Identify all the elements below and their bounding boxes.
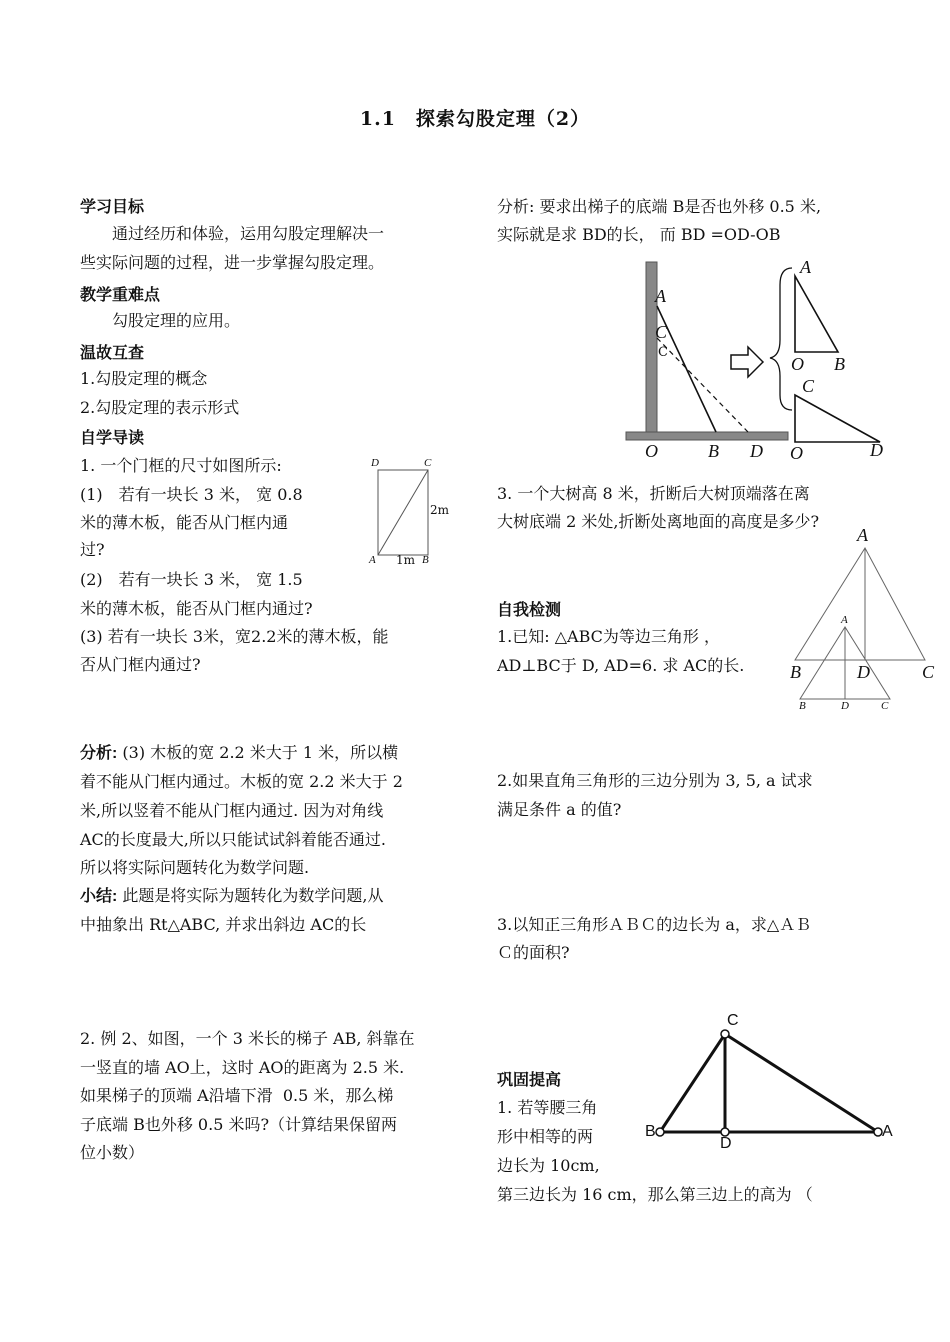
- right-analysis-line-2: 实际就是求 BD的长， 而 BD =OD-OB: [497, 225, 781, 244]
- check3-line-1: 3.以知正三角形ＡＢＣ的边长为 a，求△ＡＢ: [497, 915, 812, 934]
- q1-line-1: 1. 一个门框的尺寸如图所示:: [80, 456, 282, 475]
- ladder-label-d: D: [750, 441, 763, 461]
- improve-line-2: 形中相等的两: [497, 1127, 594, 1146]
- summary-label: 小结:: [80, 888, 118, 905]
- page-title: 1.1 探索勾股定理（2）: [359, 108, 591, 130]
- door-label-a: A: [369, 554, 376, 566]
- improve-heading: 巩固提高: [497, 1070, 562, 1089]
- self-study-heading: 自学导读: [80, 428, 145, 447]
- check3-line-2: Ｃ的面积?: [497, 943, 570, 962]
- check2-line-1: 2.如果直角三角形的三边分别为 3, 5, a 试求: [497, 771, 813, 790]
- iso-label-c: C: [727, 1012, 739, 1029]
- ladder-label-b: B: [708, 441, 719, 461]
- summary-text-1: 此题是将实际为题转化为数学问题,从: [117, 886, 384, 905]
- door-height: 2m: [430, 503, 450, 517]
- improve-line-1: 1. 若等腰三角: [497, 1098, 598, 1117]
- check2-line-2: 满足条件 a 的值?: [497, 800, 622, 819]
- door-label-b: B: [422, 554, 429, 566]
- door-label-c: C: [424, 457, 432, 469]
- ladder-label-o: O: [645, 441, 658, 461]
- review-heading: 温故互查: [80, 343, 145, 362]
- split-label-d: D: [870, 440, 883, 460]
- iso-label-d: D: [720, 1135, 732, 1152]
- review-item-1: 1.勾股定理的概念: [80, 369, 208, 388]
- iso-label-b: B: [645, 1123, 656, 1140]
- self-check-heading: 自我检测: [497, 600, 562, 619]
- ex2-line-3: 如果梯子的顶端 A沿墙下滑 0.5 米，那么梯: [80, 1086, 394, 1105]
- review-item-2: 2.勾股定理的表示形式: [80, 398, 240, 417]
- improve-line-3: 边长为 10cm,: [497, 1156, 600, 1175]
- goal-line-2: 些实际问题的过程，进一步掌握勾股定理。: [80, 253, 385, 272]
- split-label-o1: O: [791, 354, 804, 374]
- right-analysis-line-1: 分析: 要求出梯子的底端 B是否也外移 0.5 米,: [497, 197, 822, 216]
- analysis-line-5: 所以将实际问题转化为数学问题.: [80, 858, 310, 877]
- ex2-line-5: 位小数）: [80, 1143, 145, 1162]
- analysis-line-2: 着不能从门框内通过。木板的宽 2.2 米大于 2: [80, 772, 403, 791]
- analysis-line-4: AC的长度最大,所以只能试试斜着能否通过.: [80, 830, 386, 849]
- q1-line-6: 米的薄木板，能否从门框内通过?: [80, 599, 313, 618]
- q1-line-8: 否从门框内通过?: [80, 655, 201, 674]
- goal-line-1: 通过经历和体验，运用勾股定理解决一: [80, 224, 385, 243]
- tri-small-a: A: [841, 614, 848, 626]
- goal-heading: 学习目标: [80, 197, 145, 216]
- q3-line-2: 大树底端 2 米处,折断处离地面的高度是多少?: [497, 512, 820, 531]
- ex2-line-4: 子底端 B也外移 0.5 米吗?（计算结果保留两: [80, 1115, 398, 1134]
- door-label-d: D: [371, 457, 379, 469]
- ladder-label-c1: C: [655, 322, 668, 342]
- summary-line-2: 中抽象出 Rt△ABC, 并求出斜边 AC的长: [80, 915, 367, 934]
- analysis-label: 分析:: [80, 745, 118, 762]
- key-heading: 教学重难点: [80, 285, 161, 304]
- split-label-b: B: [834, 354, 845, 374]
- analysis-text-1: (3) 木板的宽 2.2 米大于 1 米，所以横: [117, 743, 399, 762]
- q3-line-1: 3. 一个大树高 8 米，折断后大树顶端落在离: [497, 484, 810, 503]
- q1-line-7: (3) 若有一块长 3米，宽2.2米的薄木板，能: [80, 627, 389, 646]
- ladder-label-c2: C: [658, 345, 668, 360]
- split-label-o2: O: [790, 443, 803, 463]
- split-label-a: A: [800, 257, 811, 277]
- tri-big-c: C: [922, 662, 935, 682]
- tri-small-c: C: [881, 700, 889, 712]
- improve-last-line: 第三边长为 16 cm，那么第三边上的高为 （: [497, 1185, 813, 1204]
- split-label-c: C: [802, 376, 815, 396]
- analysis-line-3: 米,所以竖着不能从门框内通过. 因为对角线: [80, 801, 384, 820]
- ex2-line-2: 一竖直的墙 AO上，这时 AO的距离为 2.5 米.: [80, 1058, 405, 1077]
- tri-small-d: D: [841, 700, 849, 712]
- tri-big-d: D: [857, 662, 870, 682]
- ladder-label-a: A: [655, 286, 666, 306]
- tri-big-b: B: [790, 662, 801, 682]
- iso-label-a: A: [882, 1123, 893, 1140]
- tri-big-a: A: [857, 525, 868, 545]
- key-text: 勾股定理的应用。: [80, 311, 241, 330]
- q1-line-2: (1) 若有一块长 3 米， 宽 0.8: [80, 485, 303, 504]
- check1-line-2: AD⊥BC于 D, AD=6. 求 AC的长.: [497, 656, 745, 675]
- tri-small-b: B: [799, 700, 806, 712]
- ex2-line-1: 2. 例 2、如图，一个 3 米长的梯子 AB, 斜靠在: [80, 1029, 415, 1048]
- door-width: 1m: [396, 553, 416, 567]
- q1-line-5: (2) 若有一块长 3 米， 宽 1.5: [80, 570, 303, 589]
- check1-line-1: 1.已知: △ABC为等边三角形 ，: [497, 627, 720, 646]
- q1-line-3: 米的薄木板，能否从门框内通: [80, 513, 289, 532]
- q1-line-4: 过?: [80, 540, 105, 559]
